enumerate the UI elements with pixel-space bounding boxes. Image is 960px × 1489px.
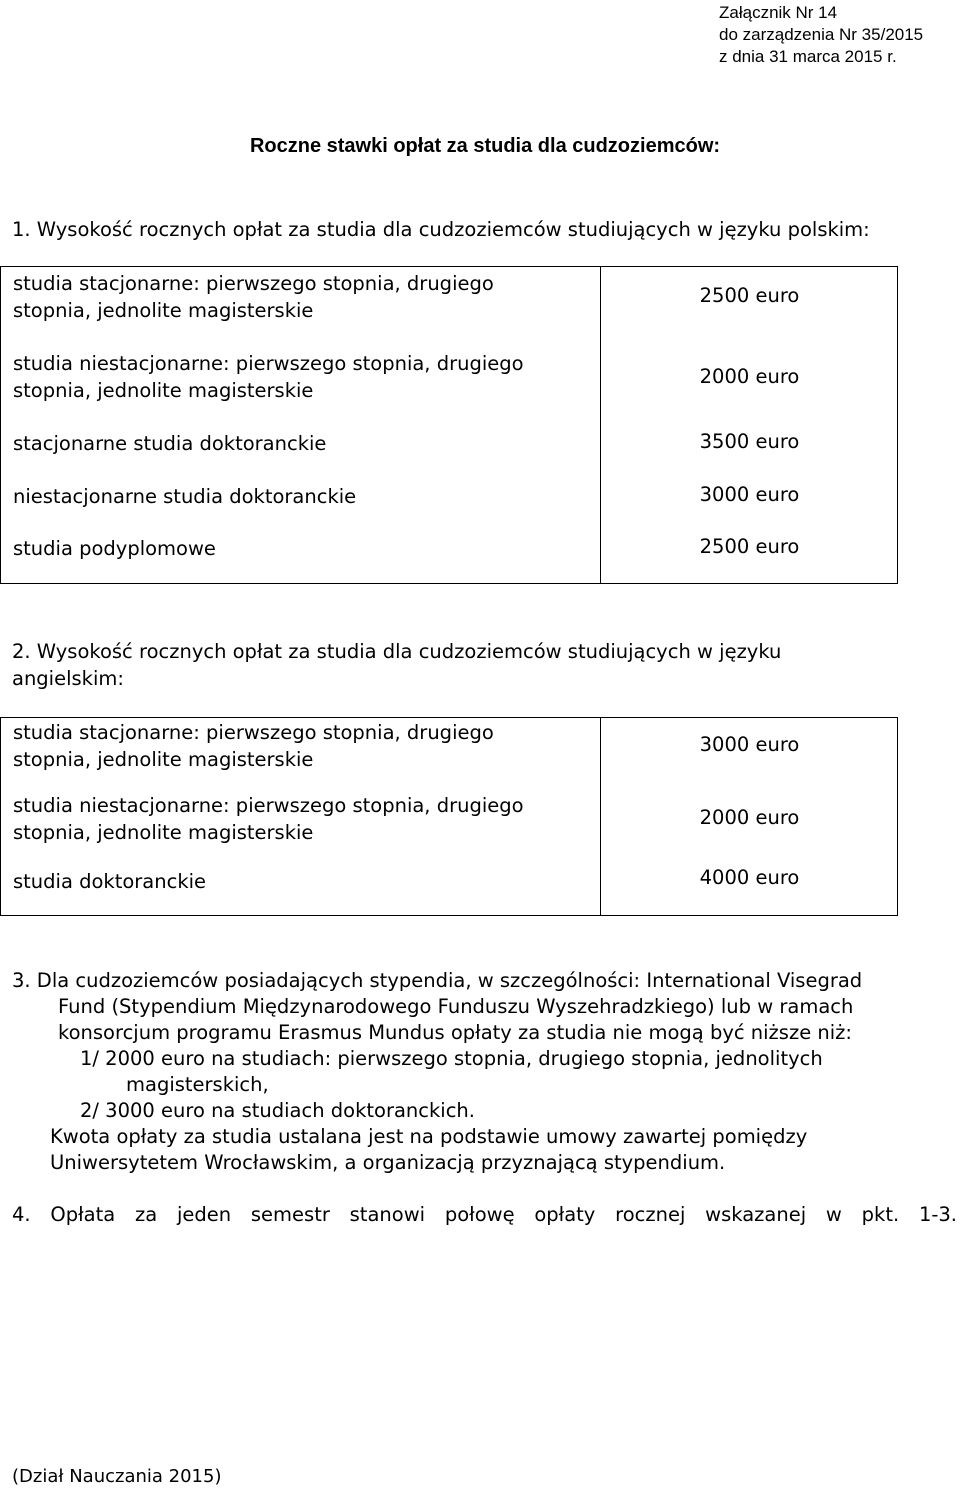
page-title: Roczne stawki opłat za studia dla cudzoziemców: (249, 135, 721, 157)
section-4: 4. Opłata za jeden semestr stanowi połowę opłaty rocznej wskazanej w pkt. 1-3. (12, 1203, 957, 1226)
section-3: 3. Dla cudzoziemców posiadających stypendia, w szczególności: International Visegrad Fund (Stypendium Międzynarodowego Funduszu Wyszehradzkiego) lub w ramach konsorcjum programu Erasmus Mundus opłaty za studia nie mogą być niższe niż: 1/ 2000 euro na studiach: pierwszego stopnia, drugiego stopnia, jednolitych magisterskich, 2/ 3000 euro na studiach doktoranckich. Kwota opłaty za studia ustalana jest na podstawie umowy zawartej pomiędzy Uniwersytetem Wrocławskim, a organizacją przyznającą stypendium. (12, 969, 863, 1174)
fee-value: 3000 euro (699, 483, 800, 506)
attachment-number: Załącznik Nr 14 (719, 3, 838, 22)
fee-value: 3000 euro (699, 733, 800, 756)
fee-value: 3500 euro (699, 430, 800, 453)
table-row: studia stacjonarne: pierwszego stopnia, drugiego stopnia, jednolite magisterskie (13, 721, 494, 771)
fee-value: 2000 euro (699, 806, 800, 829)
attachment-note (719, 2, 923, 68)
table-row: studia niestacjonarne: pierwszego stopnia, drugiego stopnia, jednolite magisterskie (13, 794, 524, 844)
table-row: studia niestacjonarne: pierwszego stopnia, drugiego stopnia, jednolite magisterskie (13, 352, 524, 402)
table-2 (0, 717, 898, 916)
ordinance-number: do zarządzenia Nr 35/2015 (719, 25, 924, 44)
table-row: studia doktoranckie (13, 870, 207, 893)
table-row: stacjonarne studia doktoranckie (13, 432, 327, 455)
table-1 (0, 266, 898, 584)
section-1-heading: 1. Wysokość rocznych opłat za studia dla cudzoziemców studiujących w języku polskim: (12, 218, 870, 241)
table-row: studia stacjonarne: pierwszego stopnia, drugiego stopnia, jednolite magisterskie (13, 272, 494, 322)
footer-note: (Dział Nauczania 2015) (12, 1466, 222, 1487)
section-2-heading: 2. Wysokość rocznych opłat za studia dla cudzoziemców studiujących w języku angielskim: (12, 640, 782, 690)
ordinance-date: z dnia 31 marca 2015 r. (719, 47, 897, 66)
fee-value: 2000 euro (699, 365, 800, 388)
fee-value: 4000 euro (699, 866, 800, 889)
table-row: niestacjonarne studia doktoranckie (13, 485, 357, 508)
fee-value: 2500 euro (699, 284, 800, 307)
table-row: studia podyplomowe (13, 537, 216, 560)
fee-value: 2500 euro (699, 535, 800, 558)
